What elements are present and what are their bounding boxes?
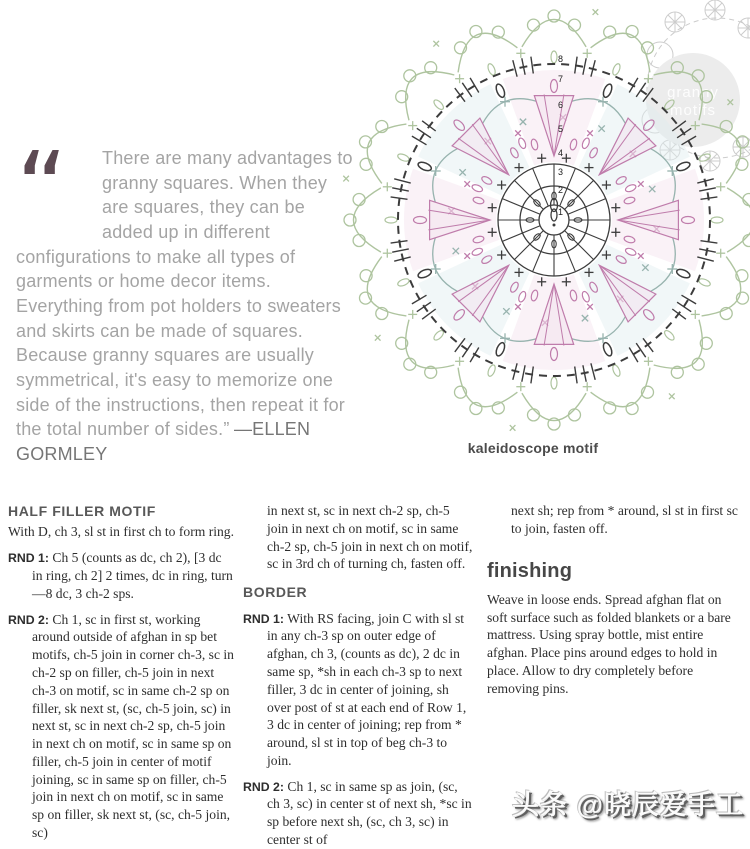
round-label: RND 1: — [8, 551, 49, 566]
finishing-text: Weave in loose ends. Spread afghan flat on soft surface such as folded blankets or a bare mattress. Using spray bottle, mist entire afghan. Place pins around edges to hold in place. Allow to dry completely before removing pins. — [487, 591, 731, 696]
round-text: Ch 1, sc in same sp as join, (sc, ch 3, sc) in center st of next sh, *sc in sp before next sh, (sc, ch 3, sc) in center st of — [267, 778, 472, 848]
section-heading-border: BORDER — [243, 584, 308, 601]
kaleidoscope-diagram — [342, 6, 750, 434]
round-paragraph — [8, 549, 234, 602]
round-paragraph — [243, 610, 473, 770]
quote-attribution: —ELLEN GORMLEY — [16, 419, 311, 464]
round-paragraph — [243, 778, 473, 849]
badge-line2: motifs — [669, 102, 717, 119]
instruction-column-1 — [8, 502, 234, 842]
ring-number: 3 — [558, 167, 564, 177]
continuation-text: next sh; rep from * around, sl st in first sc to join, fasten off. — [511, 503, 738, 536]
section-heading-finishing: finishing — [487, 559, 573, 582]
ring-number: 8 — [558, 54, 564, 64]
ring-number: 5 — [558, 124, 564, 134]
instruction-column-2 — [243, 502, 473, 849]
intro-text: With D, ch 3, sl st in first ch to form ring. — [8, 524, 234, 540]
ring-number: 6 — [558, 100, 564, 110]
continuation-text: in next st, sc in next ch-2 sp, ch-5 join in next ch on motif, sc in same ch-2 sp, ch-5 join in next ch on motif, sc in 3rd ch of turning ch, fasten off. — [267, 503, 473, 572]
quote-text: There are many advantages to granny squares. When they are squares, they can be added up in different configurations to make all types of garments or home decor items. Everything from pot holders to sweaters and skirts can be made of squares. Because granny squares are usually symmetrical, it's easy to memorize one side of the instructions, then repeat it for the total number of sides.” — [16, 148, 353, 440]
pull-quote — [16, 130, 354, 467]
round-text: Ch 1, sc in first st, working around outside of afghan in sp bet motifs, ch-5 join in corner ch-3, sc in ch-2 sp on filler, ch-5 join in next ch-3 on motif, sc in same ch-2 sp on filler, sk next st, (sc, ch-5 join, sc) in next st, sc in next ch-2 sp, ch-5 join in next ch on motif, sc in same sp on filler, ch-5 join in center of motif joining, sc in same sp on filler, ch-5 join in next ch on motif, sc in same sp on filler, sk next st, (sc, ch-5 join, sc) — [32, 611, 234, 841]
badge-line1: granny — [667, 84, 719, 101]
round-label: RND 2: — [8, 612, 49, 627]
ring-number: 7 — [558, 74, 564, 84]
round-text: Ch 5 (counts as dc, ch 2), [3 dc in ring, ch 2] 2 times, dc in ring, turn—8 dc, 3 ch-2 sps. — [32, 550, 233, 601]
ring-number: 1 — [558, 207, 564, 217]
ring-number: 2 — [558, 185, 564, 195]
watermark-text: 头条 @晓辰爱手工 — [512, 790, 744, 820]
diagram-caption: kaleidoscope motif — [467, 440, 599, 456]
instruction-column-3 — [487, 502, 739, 698]
round-label: RND 1: — [243, 611, 284, 626]
crochet-chart — [342, 6, 750, 434]
round-text: With RS facing, join C with sl st in any ch-3 sp on outer edge of afghan, ch 3, (counts as dc), 2 dc in same sp, *sh in each ch-3 sp to next filler, 3 dc in center of joining, sh over post of st at each end of Row 1, 3 dc in center of joining; rep from * around, sl st in top of beg ch-3 to join. — [267, 610, 467, 768]
round-paragraph — [8, 611, 234, 842]
quotation-mark-icon: “ — [16, 130, 68, 247]
section-heading-half-filler-motif: HALF FILLER MOTIF — [8, 503, 156, 519]
ring-number: 4 — [558, 148, 564, 158]
round-label: RND 2: — [243, 779, 284, 794]
